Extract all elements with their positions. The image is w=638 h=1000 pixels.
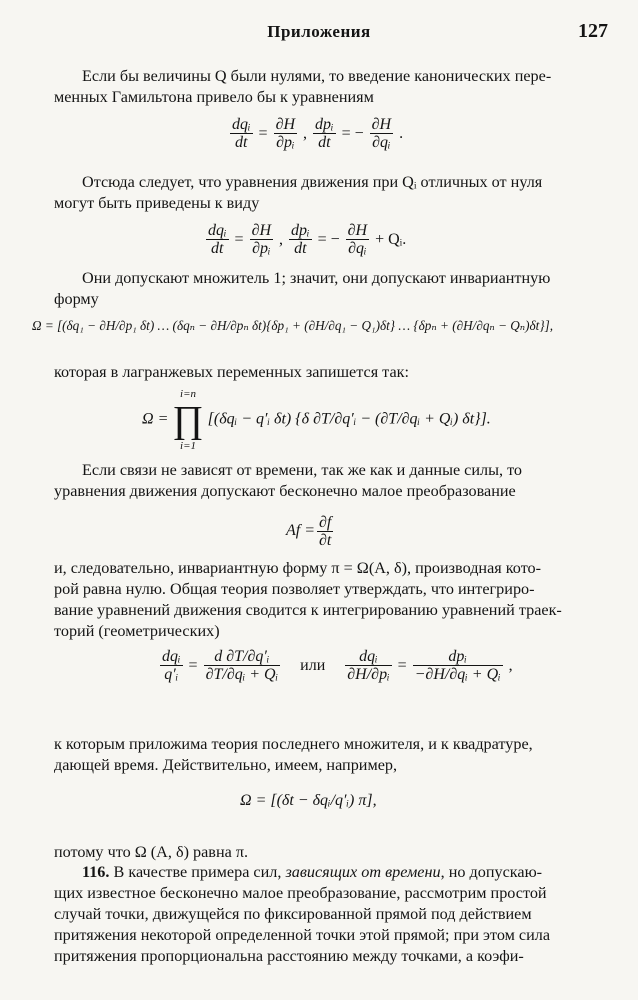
- emphasized-phrase: зависящих от времени: [285, 863, 441, 881]
- text-line: Они допускают множитель 1; значит, они допускают инвариантную: [82, 269, 551, 287]
- paragraph-9-section-116: 116. В качестве примера сил, зависящих от времени, но допускаю- щих известное бесконечно малое преобразование, рассмотрим простой случай точки, движущейся по фиксированной прямой под действием притяжения некоторой определенной точки этой прямой; при этом сила притяжения пропорциональна расстоянию между точками, а коэфи-: [54, 862, 610, 967]
- paragraph-3: [54, 268, 610, 310]
- formula-omega-time: Ω = [(δt − δqᵢ/q′ᵢ) π],: [240, 792, 377, 809]
- paragraph-4: [54, 362, 610, 383]
- page-number: 127: [578, 20, 608, 42]
- text-line: притяжения некоторой определенной точки этой прямой; при этом сила: [54, 926, 551, 944]
- paragraph-7: [54, 734, 610, 776]
- text-line: которая в лагранжевых переменных запишется так:: [54, 363, 410, 381]
- formula-trajectory-equations: $\frac{\text{dqᵢ}}{\text{q′ᵢ}}$ = $\frac{\text{d ∂T/∂q′ᵢ}}{\text{∂T/∂qᵢ + Qᵢ}}$ или $\frac{\text{dqᵢ}}{\text{∂H/∂pᵢ}}$ = $\frac{\text{dpᵢ}}{\text{−∂H/∂qᵢ + Qᵢ}}$ ,: [162, 648, 513, 683]
- text-line: Если бы величины Q были нулями, то введение канонических пере-: [82, 67, 552, 85]
- text-line: к которым приложима теория последнего множителя, и к квадратуре,: [54, 735, 533, 753]
- text-line: Если связи не зависят от времени, так же как и данные силы, то: [82, 461, 523, 479]
- formula-invariant-form-omega: Ω = [(δq₁ − ∂H/∂p₁ δt) … (δqₙ − ∂H/∂pₙ δt){δp₁ + (∂H/∂q₁ − Q₁)δt} … {δpₙ + (∂H/∂qₙ − Qₙ)δt}],: [32, 318, 554, 333]
- text-line: дающей время. Действительно, имеем, например,: [54, 756, 398, 774]
- text-line: притяжения пропорциональна расстоянию между точками, а коэфи-: [54, 947, 524, 965]
- text-line: могут быть приведены к виду: [54, 194, 260, 212]
- paragraph-1: [54, 66, 610, 108]
- paragraph-6: [54, 558, 610, 642]
- paragraph-5: [54, 460, 610, 502]
- text-line: щих известное бесконечно малое преобразование, рассмотрим простой: [54, 884, 547, 902]
- paragraph-8: [54, 842, 610, 863]
- text-line: уравнения движения допускают бесконечно малое преобразование: [54, 482, 516, 500]
- formula-hamilton-equations: $\frac{\text{dqᵢ}}{dt}$ = $\frac{\partial H}{\text{∂pᵢ}}$ , $\frac{\text{dpᵢ}}{dt}$ = − $\frac{\partial H}{\text{∂qᵢ}}$ .: [232, 116, 404, 151]
- running-title: Приложения: [267, 22, 371, 41]
- page-header: [0, 22, 638, 48]
- formula-lagrangian-product: Ω = i=n ∏ i=1 [(δqᵢ − q′ᵢ δt) {δ ∂T/∂q′ᵢ − (∂T/∂qᵢ + Qᵢ) δt}].: [142, 388, 491, 452]
- paragraph-2: [54, 172, 610, 214]
- text-line: Отсюда следует, что уравнения движения при Qᵢ отличных от нуля: [82, 173, 543, 191]
- formula-transformation-af: Af = $\frac{\partial f}{\partial t}$: [286, 514, 332, 549]
- text-line: и, следовательно, инвариантную форму π = Ω(A, δ), производная кото-: [54, 559, 542, 577]
- text-line: менных Гамильтона привело бы к уравнениям: [54, 88, 374, 106]
- text-line: случай точки, движущейся по фиксированной прямой под действием: [54, 905, 532, 923]
- formula-equations-with-q: $\frac{\text{dqᵢ}}{dt}$ = $\frac{\partial H}{\text{∂pᵢ}}$ , $\frac{\text{dpᵢ}}{dt}$ = − $\frac{\partial H}{\text{∂qᵢ}}$ + Qᵢ.: [208, 222, 407, 257]
- section-number: 116.: [82, 863, 110, 881]
- text-line: потому что Ω (A, δ) равна π.: [54, 843, 249, 861]
- text-line: вание уравнений движения сводится к интегрированию уравнений траек-: [54, 601, 562, 619]
- text-line: форму: [54, 290, 99, 308]
- text-line: рой равна нулю. Общая теория позволяет утверждать, что интегриро-: [54, 580, 535, 598]
- text-line: торий (геометрических): [54, 622, 220, 640]
